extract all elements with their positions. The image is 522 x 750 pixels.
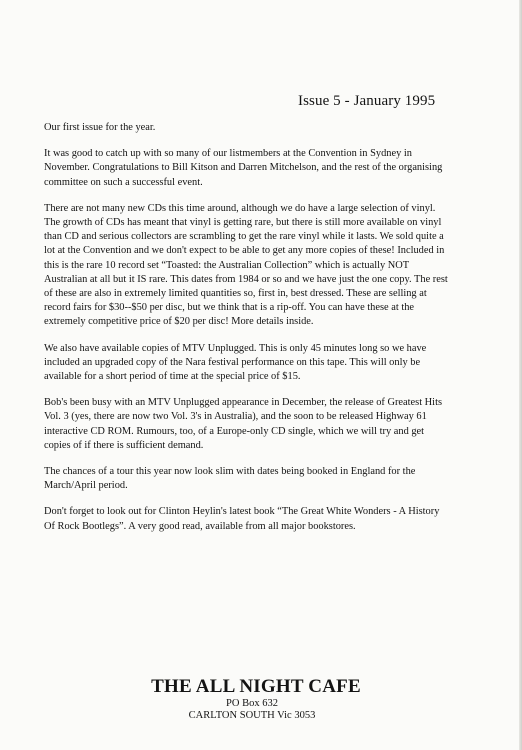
footer-address-block [0,676,522,722]
paragraph-intro: Our first issue for the year. [44,122,156,133]
footer-address: CARLTON SOUTH Vic 3053 [188,710,316,721]
footer-po-box: PO Box 632 [226,698,278,709]
issue-heading: Issue 5 - January 1995 [298,93,436,109]
paragraph-book: Don't forget to look out for Clinton Heylin's latest book “The Great White Wonders - A History Of Rock Bootlegs”. A very good read, available from all major bookstores. [44,506,440,532]
paragraph-convention: It was good to catch up with so many of our listmembers at the Convention in Sydney in November. Congratulations to Bill Kitson and Darren Mitchelson, and the rest of the organising committee on such a successful event. [44,148,443,188]
paragraph-vinyl: There are not many new CDs this time around, although we do have a large selection of vinyl. The growth of CDs has meant that vinyl is getting rare, but there is still more available on vinyl than CD and serious collectors are scrambling to get the rare vinyl while it lasts. We sold quite a lot at the Convention and we don't expect to be able to get any more copies of these! Included in this is the rare 10 record set “Toasted: the Australian Collection” which is actually NOT Australian at all but it IS rare. This dates from 1984 or so and we have just the one copy. The rest of these are also in extremely limited quantities so, first in, best dressed. These are selling at record fairs for $30--$50 per disc, but we think that is a rip-off. You can have these at the extremely competitive price of $20 per disc! More details inside. [44,202,448,328]
newsletter-body [44,121,452,546]
paragraph-bob-news: Bob's been busy with an MTV Unplugged appearance in December, the release of Greatest Hits Vol. 3 (yes, there are now two Vol. 3's in Australia), and the soon to be released Highway 61 interactive CD ROM. Rumours, too, of a Europe-only CD single, which we will try and get copies of if there is sufficient demand. [44,397,442,451]
paragraph-mtv-unplugged: We also have available copies of MTV Unplugged. This is only 45 minutes long so we have included an upgraded copy of the Nara festival performance on this tape. This will only be available for a short period of time at the special price of $15. [44,342,427,383]
footer-title: THE ALL NIGHT CAFE [151,676,361,697]
paragraph-tour: The chances of a tour this year now look slim with dates being booked in England for the March/April period. [44,466,416,492]
